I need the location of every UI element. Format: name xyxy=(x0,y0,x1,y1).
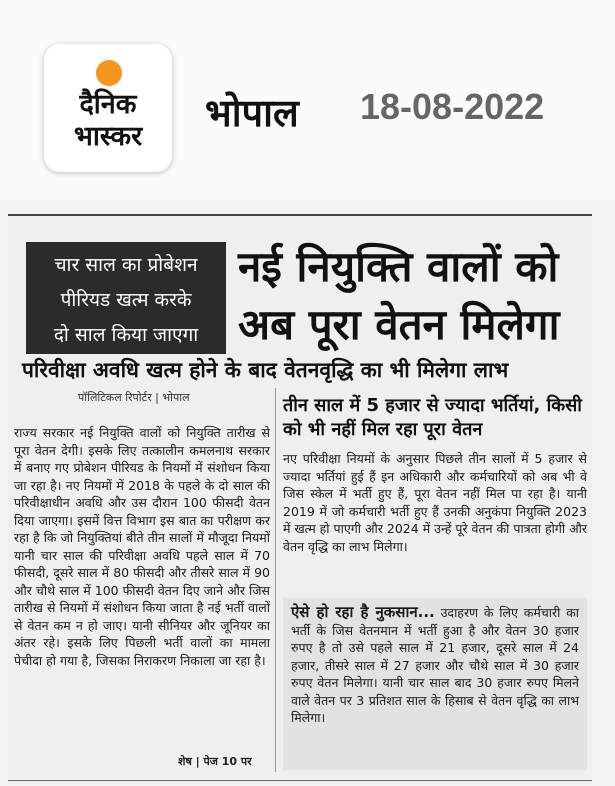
logo-text-line2: भास्कर xyxy=(73,121,143,152)
logo-text-line1: दैनिक xyxy=(79,89,137,120)
kicker-line: चार साल का प्रोबेशन xyxy=(54,254,198,276)
column-divider xyxy=(275,388,276,772)
top-rule xyxy=(8,214,592,216)
right-body-text: नए परिवीक्षा नियमों के अनुसार पिछले तीन सालों में 5 हजार से ज्यादा भर्तियां हुई हैं इन अधिकारी और कर्मचारियों को अब भी वे जिस स्केल में भर्ती हुए हैं, पूरा वेतन नहीं मिल पा रहा है। यानी 2019 में जो कर्मचारी भर्ती हुए हैं उनकी अनुकंपा नियुक्ति 2023 में खत्म हो पाएगी और 2024 में उन्हें पूरे वेतन की पात्रता होगी और वेतन वृद्धि का लाभ मिलेगा। xyxy=(283,451,587,554)
bottom-rule xyxy=(8,780,592,781)
left-column xyxy=(14,424,270,669)
headline-line: अब पूरा वेतन मिलेगा xyxy=(238,300,560,349)
headline-line: नई नियुक्ति वालों को xyxy=(238,242,559,291)
dainik-bhaskar-logo xyxy=(44,44,172,172)
left-body-text: राज्य सरकार नई नियुक्ति वालों को नियुक्ति तारीख से पूरा वेतन देगी। इसके लिए तत्कालीन कमलनाथ सरकार में बनाए गए प्रोबेशन पीरियड के नियमों में संशोधन किया जा रहा है। नए नियमों में 2018 के पहले के दो साल की परिवीक्षाधीन अवधि और उस दौरान 100 फीसदी वेतन दिया जाएगा। इसमें वित्त विभाग इस बात का परीक्षण कर रहा है कि जो नियुक्तियां बीते तीन सालों में मौजूदा नियमों यानी चार साल की परिवीक्षा अवधि पहले साल में 70 फीसदी, दूसरे साल में 80 फीसदी और तीसरे साल में 90 और चौथे साल में 100 फीसदी वेतन दिए जाने और जिस तारीख से नियमों में संशोधन किया जाता है नई भर्ती वालों से वेतन कम न हो जाए। यानी सीनियर और जूनियर का अंतर रहे। इसके लिए पिछली भर्ती वालों का मामला पेचीदा हो गया है, जिसका निराकरण निकाला जा रहा है। xyxy=(14,425,270,668)
sun-icon xyxy=(96,60,122,86)
continued-note: शेष | पेज 10 पर xyxy=(178,755,252,768)
subheadline: परिवीक्षा अवधि खत्म होने के बाद वेतनवृद्धि का भी मिलेगा लाभ xyxy=(22,358,509,382)
app-header xyxy=(0,0,615,200)
edition-city: भोपाल xyxy=(205,91,299,135)
newspaper-clipping xyxy=(8,214,592,784)
right-column xyxy=(283,394,587,555)
box-body-text: उदाहरण के लिए कर्मचारी का भर्ती के जिस वेतनमान में भर्ती हुआ है और वेतन 30 हजार रुपए है तो उसे पहले साल में 21 हजार, दूसरे साल में 24 हजार, तीसरे साल में 27 हजार और चौथे साल में 30 हजार रुपए वेतन मिलेगा। यानी चार साल बाद 30 हजार रुपए मिलने वाले वेतन पर 3 प्रतिशत साल के हिसाब से वेतन वृद्धि का लाभ मिलेगा। xyxy=(291,605,579,725)
byline: पॉलिटिकल रिपोर्टर | भोपाल xyxy=(78,391,190,404)
kicker-line: दो साल किया जाएगा xyxy=(53,324,199,346)
edition-date: 18-08-2022 xyxy=(360,86,545,127)
example-box xyxy=(283,598,587,770)
box-heading: ऐसे हो रहा है नुकसान... xyxy=(291,603,435,621)
headline xyxy=(238,238,588,354)
right-headline: तीन साल में 5 हजार से ज्यादा भर्तियां, किसी को भी नहीं मिल रहा पूरा वेतन xyxy=(283,395,582,440)
kicker-box xyxy=(26,242,226,354)
kicker-line: पीरियड खत्म करके xyxy=(60,289,192,311)
